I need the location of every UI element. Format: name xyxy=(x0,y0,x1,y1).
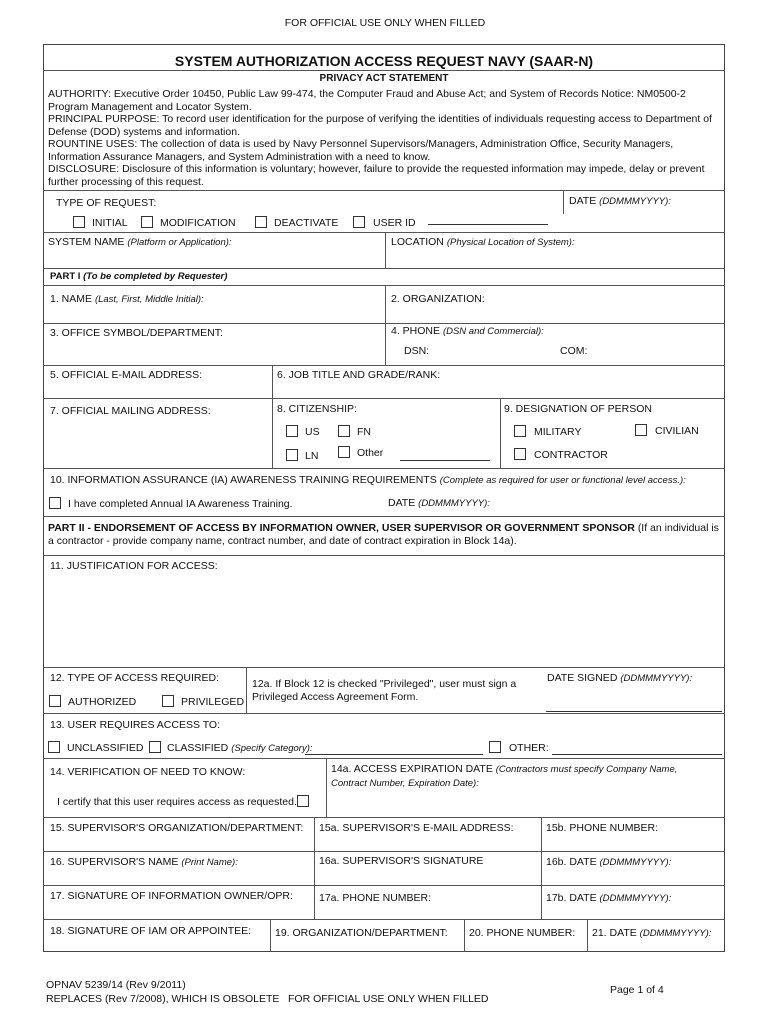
com-label: COM: xyxy=(560,345,588,357)
dsn-label: DSN: xyxy=(404,345,430,357)
other-access-field[interactable] xyxy=(552,754,722,755)
owner-signature-label: 17. SIGNATURE OF INFORMATION OWNER/OPR: xyxy=(50,890,293,902)
job-title-label: 6. JOB TITLE AND GRADE/RANK: xyxy=(277,369,441,381)
supervisor-name-label: 16. SUPERVISOR'S NAME (Print Name): xyxy=(50,856,238,868)
unclassified-checkbox[interactable] xyxy=(48,741,60,753)
access-type-label: 12. TYPE OF ACCESS REQUIRED: xyxy=(50,672,220,684)
authorized-checkbox[interactable] xyxy=(49,695,61,707)
replaces-note: REPLACES (Rev 7/2008), WHICH IS OBSOLETE xyxy=(46,993,280,1005)
mailing-address-label: 7. OFFICIAL MAILING ADDRESS: xyxy=(50,405,211,417)
office-symbol-label: 3. OFFICE SYMBOL/DEPARTMENT: xyxy=(50,327,223,339)
date-signed-field[interactable] xyxy=(546,711,722,712)
location-label: LOCATION (Physical Location of System): xyxy=(391,236,575,248)
ia-training-label: 10. INFORMATION ASSURANCE (IA) AWARENESS TRAINING REQUIREMENTS (Complete as required for user or functional level access.): xyxy=(50,474,686,486)
privacy-authority: AUTHORITY: Executive Order 10450, Public Law 99-474, the Computer Fraud and Abuse Act; and System of Records Notice: NM0500-2 Program Management and Locator System. xyxy=(48,88,686,113)
other-access-label: OTHER: xyxy=(509,742,549,754)
deactivate-checkbox[interactable] xyxy=(255,216,267,228)
user-id-label: USER ID xyxy=(373,217,416,229)
other-access-checkbox[interactable] xyxy=(489,741,501,753)
other-citizenship-checkbox[interactable] xyxy=(338,446,350,458)
privacy-routine-uses: ROUNTINE USES: The collection of data is used by Navy Personnel Supervisors/Managers, Administration Office, Security Managers, Information Assurance Managers, and System Administration with a need to know. xyxy=(48,138,674,163)
user-id-checkbox[interactable] xyxy=(353,216,365,228)
fn-checkbox[interactable] xyxy=(338,425,350,437)
classified-checkbox[interactable] xyxy=(149,741,161,753)
classified-label: CLASSIFIED (Specify Category): xyxy=(167,742,313,754)
supervisor-org-label: 15. SUPERVISOR'S ORGANIZATION/DEPARTMENT: xyxy=(50,822,304,834)
citizenship-label: 8. CITIZENSHIP: xyxy=(277,403,357,415)
other-citizenship-label: Other xyxy=(357,447,384,459)
deactivate-label: DEACTIVATE xyxy=(274,217,339,229)
organization-label: 2. ORGANIZATION: xyxy=(391,293,485,305)
expiration-label: 14a. ACCESS EXPIRATION DATE (Contractors must specify Company Name, Contract Number, Expiration Date): xyxy=(331,763,678,789)
supervisor-phone-label: 15b. PHONE NUMBER: xyxy=(546,822,659,834)
org-dept-label: 19. ORGANIZATION/DEPARTMENT: xyxy=(275,927,448,939)
form-title: SYSTEM AUTHORIZATION ACCESS REQUEST NAVY (SAAR-N) xyxy=(174,53,594,69)
part2-heading: PART II - ENDORSEMENT OF ACCESS BY INFORMATION OWNER, USER SUPERVISOR OR GOVERNMENT SPONSOR (If an individual is a contractor - provide company name, contract number, and date of contract expiration in Block 14a). xyxy=(48,522,719,547)
military-checkbox[interactable] xyxy=(514,425,526,437)
ia-training-date-label: DATE (DDMMMYYYY): xyxy=(388,497,490,509)
initial-label: INITIAL xyxy=(92,217,128,229)
contractor-checkbox[interactable] xyxy=(514,448,526,460)
fn-label: FN xyxy=(357,426,371,438)
ia-training-completed-label: I have completed Annual IA Awareness Training. xyxy=(68,498,293,510)
contractor-label: CONTRACTOR xyxy=(534,449,608,461)
part1-heading: PART I (To be completed by Requester) xyxy=(50,271,228,282)
user-id-field[interactable] xyxy=(428,224,548,225)
civilian-label: CIVILIAN xyxy=(655,425,699,437)
modification-label: MODIFICATION xyxy=(160,217,236,229)
email-label: 5. OFFICIAL E-MAIL ADDRESS: xyxy=(50,369,203,381)
date-signed-label: DATE SIGNED (DDMMMYYYY): xyxy=(547,672,693,684)
privileged-checkbox[interactable] xyxy=(162,695,174,707)
type-of-request-label: TYPE OF REQUEST: xyxy=(56,197,157,209)
form-number: OPNAV 5239/14 (Rev 9/2011) xyxy=(46,979,186,991)
modification-checkbox[interactable] xyxy=(141,216,153,228)
privileged-note: 12a. If Block 12 is checked "Privileged", user must sign a Privileged Access Agreement Form. xyxy=(252,678,517,703)
system-name-label: SYSTEM NAME (Platform or Application): xyxy=(48,236,232,248)
ln-checkbox[interactable] xyxy=(286,449,298,461)
page-number: Page 1 of 4 xyxy=(610,984,664,996)
request-date-label: DATE (DDMMMYYYY): xyxy=(569,195,671,207)
justification-label: 11. JUSTIFICATION FOR ACCESS: xyxy=(50,560,218,572)
ln-label: LN xyxy=(305,450,319,462)
owner-date-label: 17b. DATE (DDMMMYYYY): xyxy=(546,892,672,904)
supervisor-email-label: 15a. SUPERVISOR'S E-MAIL ADDRESS: xyxy=(319,822,514,834)
owner-phone-label: 17a. PHONE NUMBER: xyxy=(319,892,432,904)
ia-training-checkbox[interactable] xyxy=(49,497,61,509)
access-to-label: 13. USER REQUIRES ACCESS TO: xyxy=(50,719,220,731)
authorized-label: AUTHORIZED xyxy=(68,696,137,708)
phone-label: 4. PHONE (DSN and Commercial): xyxy=(391,325,544,337)
privacy-heading: PRIVACY ACT STATEMENT xyxy=(319,73,449,84)
initial-checkbox[interactable] xyxy=(73,216,85,228)
footer-notice: FOR OFFICIAL USE ONLY WHEN FILLED xyxy=(288,993,489,1005)
need-to-know-label: 14. VERIFICATION OF NEED TO KNOW: xyxy=(50,766,246,778)
unclassified-label: UNCLASSIFIED xyxy=(67,742,144,754)
date-21-label: 21. DATE (DDMMMYYYY): xyxy=(592,927,712,939)
other-citizenship-field[interactable] xyxy=(400,460,490,461)
iam-signature-label: 18. SIGNATURE OF IAM OR APPOINTEE: xyxy=(50,925,252,937)
us-label: US xyxy=(305,426,320,438)
us-checkbox[interactable] xyxy=(286,425,298,437)
supervisor-signature-label: 16a. SUPERVISOR'S SIGNATURE xyxy=(319,855,484,867)
privileged-label: PRIVILEGED xyxy=(181,696,245,708)
top-notice: FOR OFFICIAL USE ONLY WHEN FILLED xyxy=(284,17,486,29)
certify-checkbox[interactable] xyxy=(297,795,309,807)
certify-label: I certify that this user requires access as requested. xyxy=(57,796,297,808)
name-label: 1. NAME (Last, First, Middle Initial): xyxy=(50,293,204,305)
civilian-checkbox[interactable] xyxy=(635,424,647,436)
military-label: MILITARY xyxy=(534,426,582,438)
privacy-purpose: PRINCIPAL PURPOSE: To record user identification for the purpose of verifying the identities of individuals requesting access to Department of Defense (DOD) systems and information. xyxy=(48,113,712,138)
supervisor-date-label: 16b. DATE (DDMMMYYYY): xyxy=(546,856,672,868)
classified-category-field[interactable] xyxy=(305,754,483,755)
designation-label: 9. DESIGNATION OF PERSON xyxy=(504,403,652,415)
phone-20-label: 20. PHONE NUMBER: xyxy=(469,927,576,939)
privacy-disclosure: DISCLOSURE: Disclosure of this information is voluntary; however, failure to provide the requested information may impede, delay or prevent further processing of this request. xyxy=(48,163,705,188)
